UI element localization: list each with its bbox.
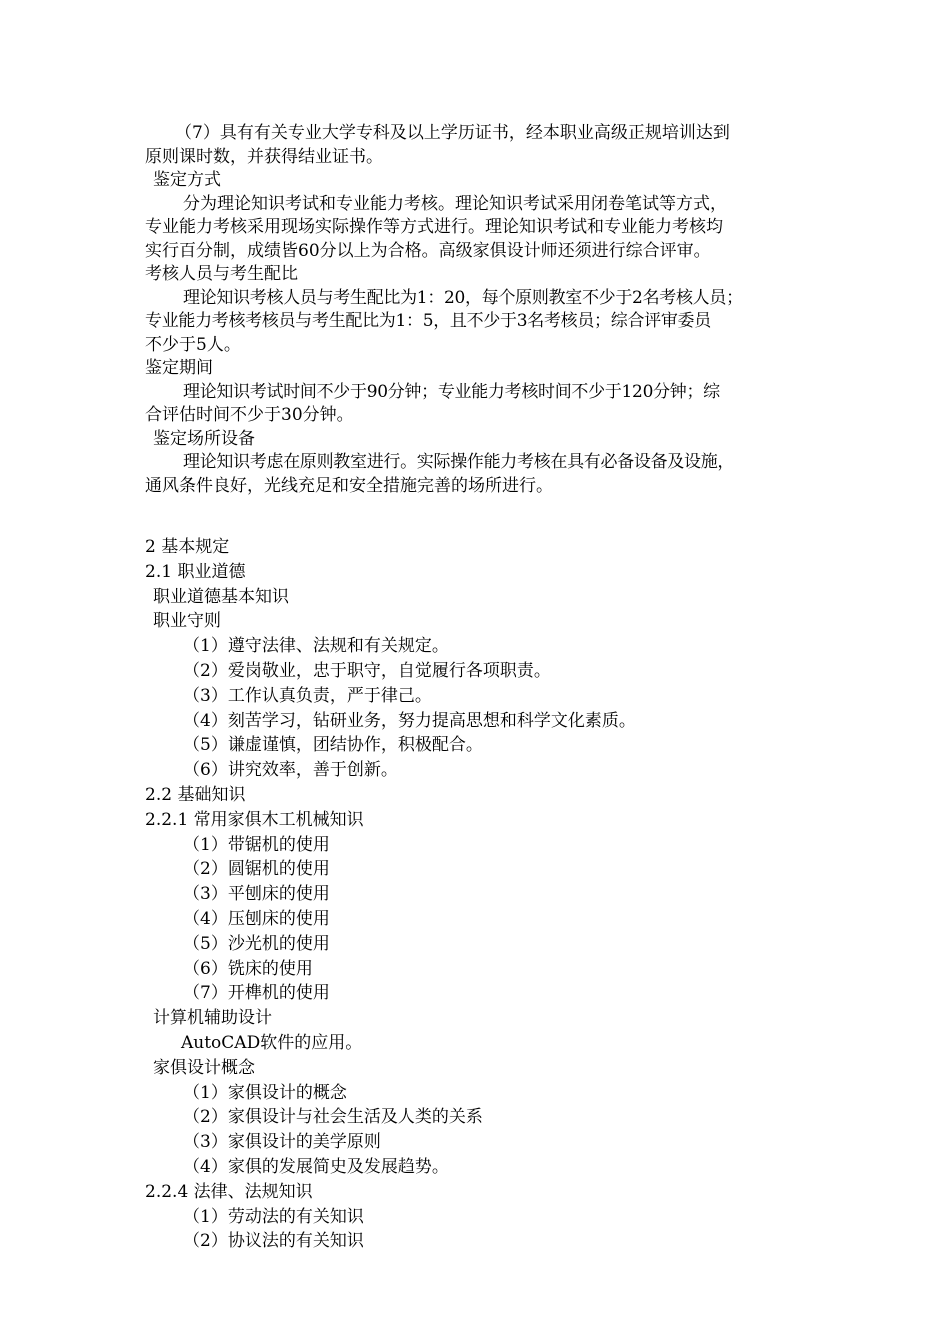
paragraph-line: 分为理论知识考试和专业能力考核。理论知识考试采用闭卷笔试等方式， [183,193,727,214]
paragraph-line: 原则课时数，并获得结业证书。 [145,146,383,167]
list-item: （3）平刨床的使用 [183,884,330,905]
section-heading: 2.1 职业道德 [145,561,246,582]
paragraph-line: 通风条件良好，光线充足和安全措施完善的场所进行。 [145,475,553,496]
list-item: （1）家俱设计的概念 [183,1082,347,1103]
subsection-heading: 家俱设计概念 [153,1057,255,1078]
paragraph-line: （7）具有有关专业大学专科及以上学历证书，经本职业高级正规培训达到 [175,123,730,143]
document-page [145,122,825,1254]
paragraph-line: 理论知识考试时间不少于90分钟；专业能力考核时间不少于120分钟；综 [183,381,720,402]
list-item: （5）沙光机的使用 [183,933,330,954]
section-spacer [145,498,825,535]
list-item: （4）压刨床的使用 [183,908,330,929]
list-item: （1）劳动法的有关知识 [183,1206,364,1227]
basic-rules-section [145,535,825,1254]
subsection-heading: 计算机辅助设计 [153,1008,272,1029]
section-heading: 鉴定场所设备 [153,428,255,449]
section-heading: 鉴定期间 [145,358,213,378]
paragraph-line: 合评估时间不少于30分钟。 [145,405,354,425]
list-item: （4）家俱的发展简史及发展趋势。 [183,1156,449,1177]
section-heading: 考核人员与考生配比 [145,264,298,284]
paragraph-line: 专业能力考核考核员与考生配比为1：5，且不少于3名考核员；综合评审委员 [145,311,711,331]
list-item: （1）遵守法律、法规和有关规定。 [183,636,449,657]
paragraph-line: 理论知识考核人员与考生配比为1：20，每个原则教室不少于2名考核人员； [183,287,743,308]
paragraph-line: 专业能力考核采用现场实际操作等方式进行。理论知识考试和专业能力考核均 [145,217,723,237]
subsection-heading: 职业守则 [153,611,221,632]
list-item: （2）爱岗敬业，忠于职守，自觉履行各项职责。 [183,660,551,681]
paragraph-line: 理论知识考虑在原则教室进行。实际操作能力考核在具有必备设备及设施， [183,452,735,472]
subsection-heading: 职业道德基本知识 [153,586,289,607]
list-item: （3）工作认真负责，严于律己。 [183,685,432,706]
subsection-heading: 2.2.1 常用家俱木工机械知识 [145,809,364,830]
list-item: （5）谦虚谨慎，团结协作，积极配合。 [183,735,483,756]
paragraph-line: 实行百分制，成绩皆60分以上为合格。高级家俱设计师还须进行综合评审。 [145,240,711,261]
list-item: （1）带锯机的使用 [183,834,330,855]
list-item: （7）开榫机的使用 [183,983,330,1004]
list-item: （4）刻苦学习，钻研业务，努力提高思想和科学文化素质。 [183,710,636,731]
paragraph-line: 不少于5人。 [145,334,241,355]
paragraph-line: AutoCAD软件的应用。 [181,1032,363,1053]
chapter-heading: 2 基本规定 [145,537,230,557]
list-item: （6）讲究效率，善于创新。 [183,760,398,781]
list-item: （3）家俱设计的美学原则 [183,1132,381,1153]
list-item: （2）圆锯机的使用 [183,859,330,880]
section-heading: 2.2 基础知识 [145,784,246,805]
subsection-heading: 2.2.4 法律、法规知识 [145,1181,313,1202]
section-heading: 鉴定方式 [153,170,221,190]
list-item: （2）协议法的有关知识 [183,1231,364,1252]
list-item: （2）家俱设计与社会生活及人类的关系 [183,1107,483,1128]
list-item: （6）铣床的使用 [183,958,313,979]
